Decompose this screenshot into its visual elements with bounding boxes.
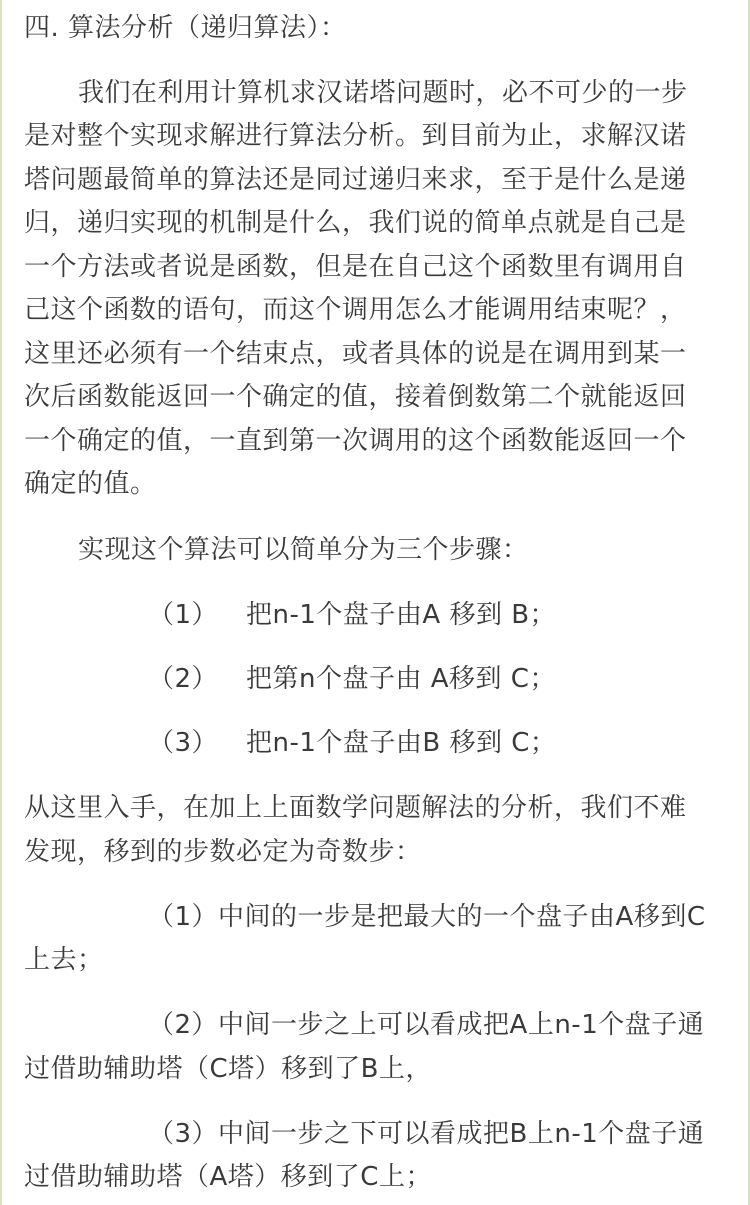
step-text: 把n-1个盘子由B 移到 C； bbox=[246, 728, 557, 758]
paragraph-line: 一个方法或者说是函数，但是在自己这个函数里有调用自 bbox=[24, 252, 687, 282]
steps-intro: 实现这个算法可以简单分为三个步骤： bbox=[78, 535, 529, 565]
step-text: 把第n个盘子由 A移到 C； bbox=[246, 664, 556, 694]
paragraph-line: 这里还必须有一个结束点，或者具体的说是在调用到某一 bbox=[24, 339, 687, 369]
point-line: 过借助辅助塔（A塔）移到了C上； bbox=[24, 1162, 432, 1192]
paragraph-line: 从这里入手，在加上上面数学问题解法的分析，我们不难 bbox=[24, 793, 687, 823]
step-text: 把n-1个盘子由A 移到 B； bbox=[246, 600, 557, 630]
paragraph-line: 发现，移到的步数必定为奇数步： bbox=[24, 837, 422, 867]
step-number: （2） bbox=[148, 664, 219, 694]
step-number: （1） bbox=[148, 600, 219, 630]
section-heading: 四. 算法分析（递归算法）： bbox=[24, 13, 347, 43]
paragraph-line: 是对整个实现求解进行算法分析。到目前为止，求解汉诺 bbox=[24, 121, 687, 151]
point-line: （2）中间一步之上可以看成把A上n-1个盘子通 bbox=[148, 1010, 705, 1040]
point-line: 上去； bbox=[24, 945, 104, 975]
step-number: （3） bbox=[148, 728, 219, 758]
point-line: 过借助辅助塔（C塔）移到了B上， bbox=[24, 1054, 432, 1084]
paragraph-line: 归，递归实现的机制是什么，我们说的简单点就是自己是 bbox=[24, 208, 687, 238]
paragraph-line: 一个确定的值，一直到第一次调用的这个函数能返回一个 bbox=[24, 426, 687, 456]
paragraph-line: 我们在利用计算机求汉诺塔问题时，必不可少的一步 bbox=[78, 78, 688, 108]
paragraph-line: 次后函数能返回一个确定的值，接着倒数第二个就能返回 bbox=[24, 382, 687, 412]
paragraph-line: 确定的值。 bbox=[24, 469, 157, 499]
point-line: （1）中间的一步是把最大的一个盘子由A移到C bbox=[148, 902, 706, 932]
paragraph-line: 己这个函数的语句，而这个调用怎么才能调用结束呢？， bbox=[24, 295, 687, 325]
paragraph-line: 塔问题最简单的算法还是同过递归来求，至于是什么是递 bbox=[24, 165, 687, 195]
point-line: （3）中间一步之下可以看成把B上n-1个盘子通 bbox=[148, 1119, 705, 1149]
